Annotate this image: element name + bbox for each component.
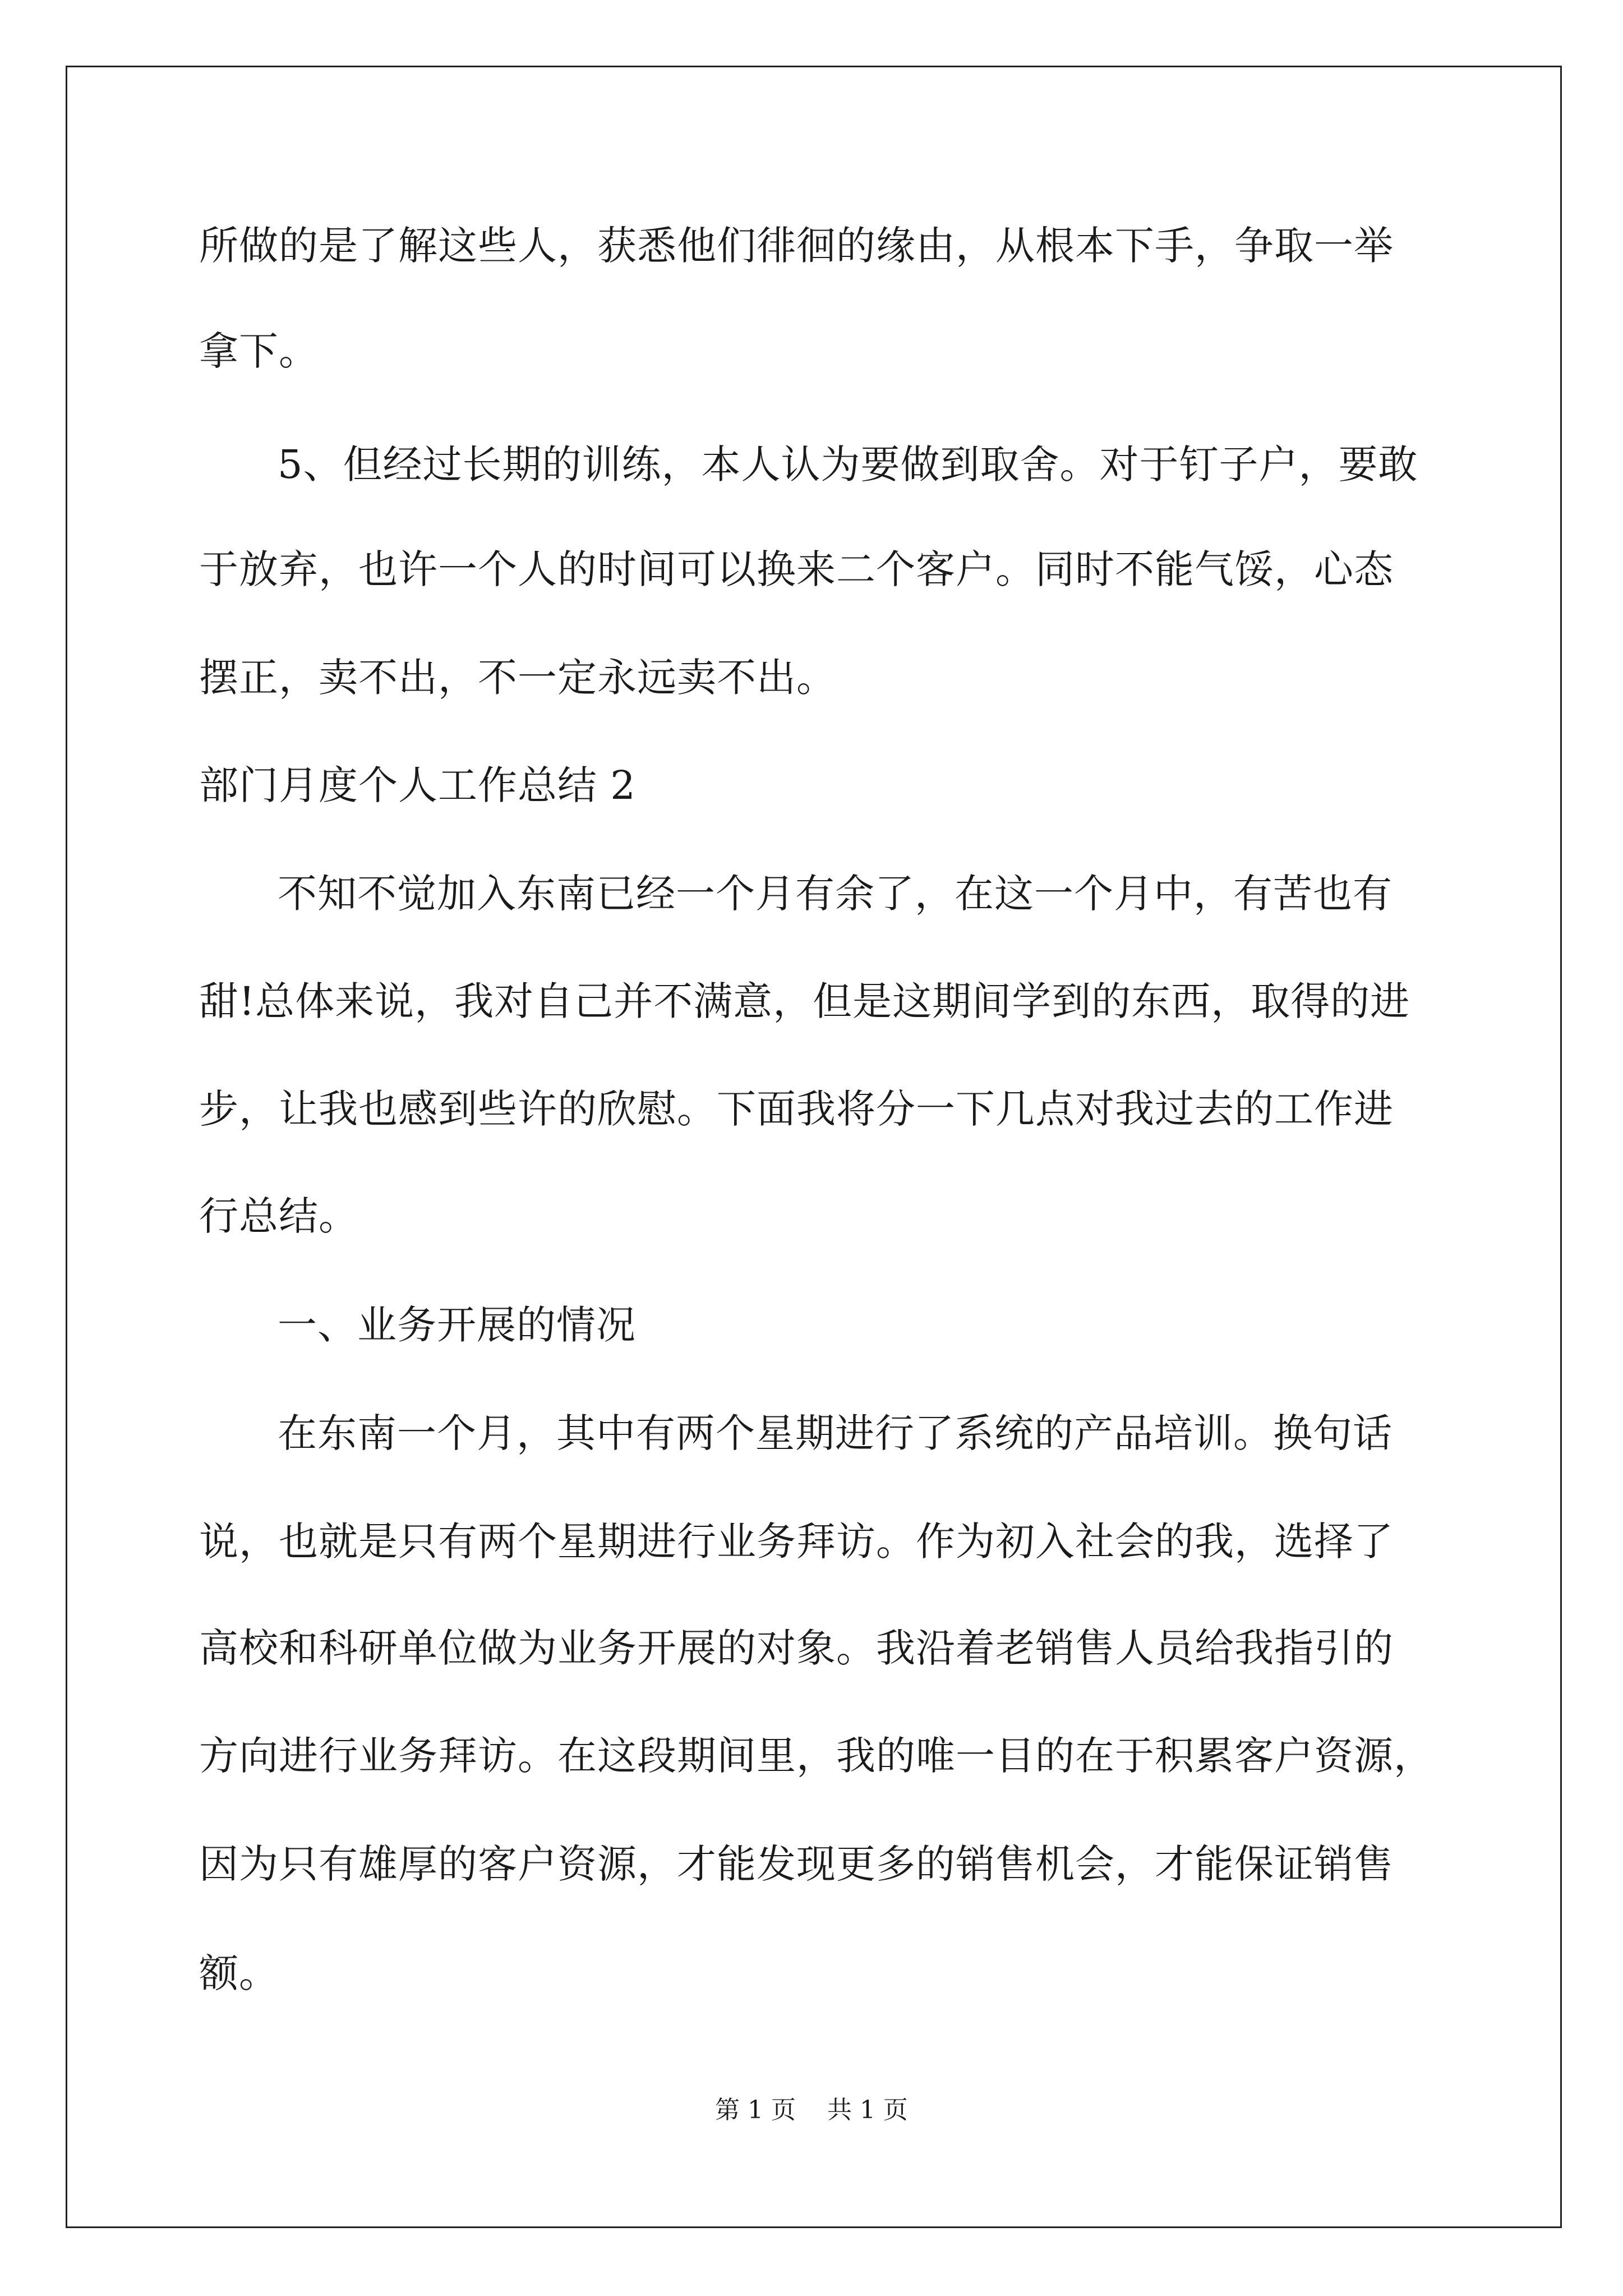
text-line: 所做的是了解这些人，获悉他们徘徊的缘由，从根本下手，争取一举 [199, 223, 1394, 269]
text-line: 高校和科研单位做为业务开展的对象。我沿着老销售人员给我指引的 [199, 1625, 1394, 1671]
text-line: 行总结。 [199, 1193, 358, 1239]
text-line: 说，也就是只有两个星期进行业务拜访。作为初入社会的我，选择了 [199, 1519, 1394, 1565]
text-line: 拿下。 [199, 328, 319, 374]
text-line: 于放弃，也许一个人的时间可以换来二个客户。同时不能气馁，心态 [199, 546, 1394, 592]
text-line: 方向进行业务拜访。在这段期间里，我的唯一目的在于积累客户资源， [199, 1733, 1433, 1779]
subheading: 一、业务开展的情况 [278, 1302, 636, 1348]
text-line: 摆正，卖不出，不一定永远卖不出。 [199, 655, 836, 701]
page-border [66, 66, 1562, 2228]
text-line: 因为只有雄厚的客户资源，才能发现更多的销售机会，才能保证销售 [199, 1841, 1394, 1887]
text-line: 额。 [199, 1950, 279, 1996]
text-line: 甜!总体来说，我对自己并不满意，但是这期间学到的东西，取得的进 [199, 978, 1410, 1024]
text-line: 不知不觉加入东南已经一个月有余了，在这一个月中，有苦也有 [278, 871, 1393, 917]
text-line: 步，让我也感到些许的欣慰。下面我将分一下几点对我过去的工作进 [199, 1086, 1394, 1132]
page-number-footer: 第 1 页 共 1 页 [715, 2096, 908, 2124]
text-line: 在东南一个月，其中有两个星期进行了系统的产品培训。换句话 [278, 1410, 1393, 1456]
text-line: 5、但经过长期的训练，本人认为要做到取舍。对于钉子户，要敢 [278, 441, 1418, 487]
section-heading: 部门月度个人工作总结 2 [199, 762, 636, 808]
